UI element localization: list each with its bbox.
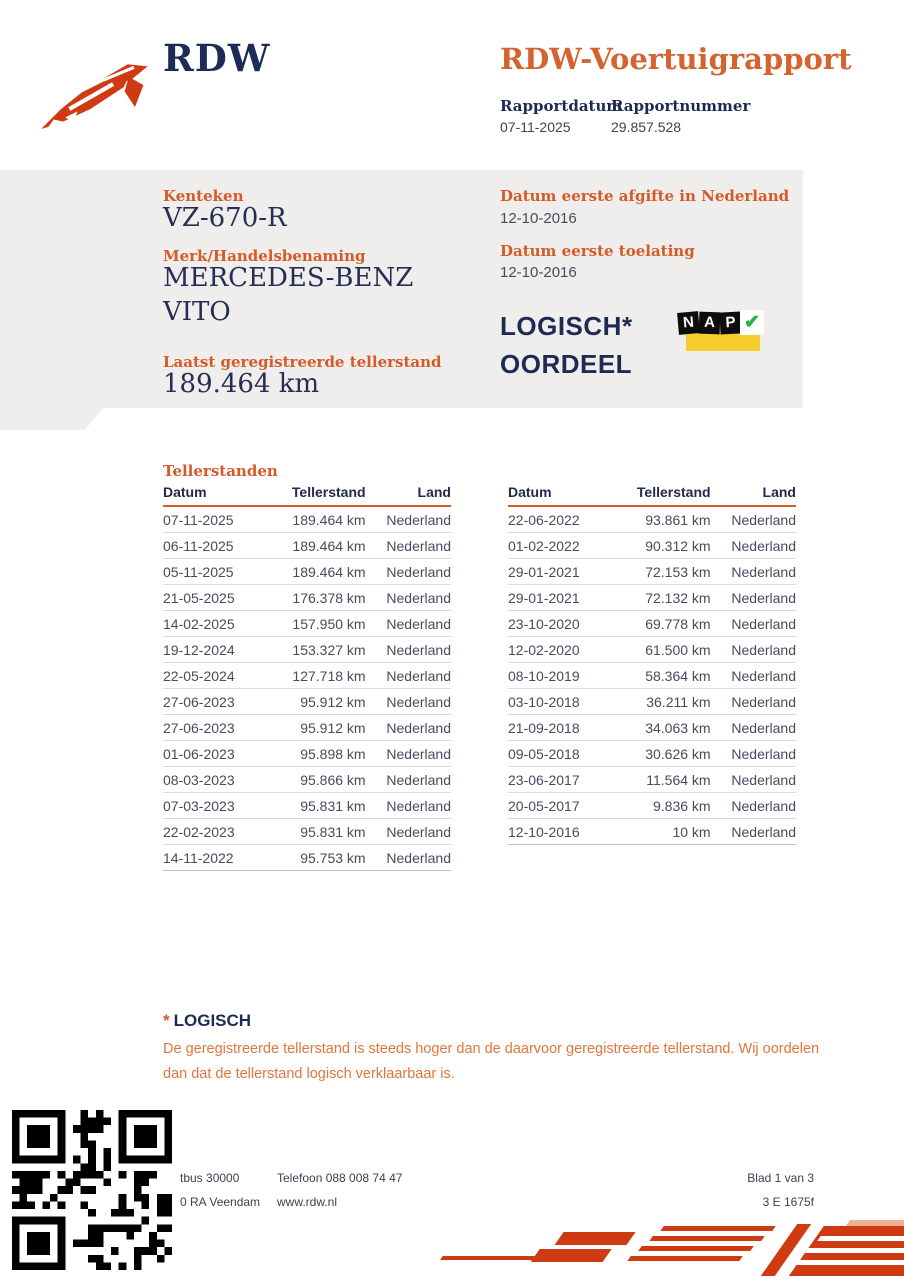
odometer-cell: 95.912 km — [267, 715, 379, 741]
footer-decorative-stripes — [420, 1220, 904, 1280]
table-row — [508, 793, 796, 819]
country-cell: Nederland — [725, 637, 796, 663]
table-row — [508, 663, 796, 689]
date-cell: 01-06-2023 — [163, 741, 267, 767]
table-row — [163, 819, 451, 845]
table-header-row — [163, 484, 451, 506]
date-cell: 21-09-2018 — [508, 715, 612, 741]
oordeel-line1: LOGISCH* — [500, 311, 633, 341]
nap-letter-p: P — [719, 311, 741, 334]
footnote-text: De geregistreerde tellerstand is steeds hoger dan de daarvoor geregistreerde tellerstand. Wij oordelen dan dat de tellerstand logisch verklaarbaar is. — [163, 1041, 820, 1083]
country-cell: Nederland — [380, 533, 451, 559]
footer-address-line2: 0 RA Veendam — [180, 1195, 261, 1209]
date-cell: 08-03-2023 — [163, 767, 267, 793]
page-title: RDW-Voertuigrapport — [500, 42, 852, 76]
odometer-cell: 93.861 km — [612, 506, 724, 533]
country-cell: Nederland — [725, 819, 796, 845]
merk-value-line1: MERCEDES-BENZ — [163, 263, 414, 293]
report-number-value: 29.857.528 — [611, 119, 682, 135]
date-cell: 22-06-2022 — [508, 506, 612, 533]
odometer-cell: 72.132 km — [612, 585, 724, 611]
date-cell: 22-05-2024 — [163, 663, 267, 689]
odometer-cell: 189.464 km — [267, 533, 379, 559]
country-cell: Nederland — [380, 715, 451, 741]
odometer-cell: 95.831 km — [267, 793, 379, 819]
footer-website: www.rdw.nl — [277, 1195, 338, 1209]
footnote-title: LOGISCH — [173, 1011, 252, 1030]
table-row — [163, 767, 451, 793]
table-row — [163, 663, 451, 689]
table-row — [508, 767, 796, 793]
nap-check-icon: ✔ — [740, 310, 764, 335]
column-header-datum: Datum — [163, 484, 267, 506]
country-cell: Nederland — [380, 845, 451, 871]
date-cell: 19-12-2024 — [163, 637, 267, 663]
country-cell: Nederland — [725, 506, 796, 533]
table-row — [508, 506, 796, 533]
odometer-cell: 9.836 km — [612, 793, 724, 819]
table-row — [163, 533, 451, 559]
odometer-cell: 95.753 km — [267, 845, 379, 871]
country-cell: Nederland — [380, 663, 451, 689]
table-row — [163, 715, 451, 741]
afgifte-value: 12-10-2016 — [500, 210, 577, 227]
oordeel-line2: OORDEEL — [500, 349, 633, 379]
date-cell: 23-06-2017 — [508, 767, 612, 793]
column-header-tellerstand: Tellerstand — [267, 484, 379, 506]
date-cell: 06-11-2025 — [163, 533, 267, 559]
date-cell: 29-01-2021 — [508, 585, 612, 611]
column-header-datum: Datum — [508, 484, 612, 506]
footer-address-line1: tbus 30000 — [180, 1171, 240, 1185]
country-cell: Nederland — [380, 585, 451, 611]
nap-logo — [678, 310, 764, 356]
country-cell: Nederland — [380, 559, 451, 585]
footer-form-code: 3 E 1675f — [762, 1195, 814, 1209]
footnote-asterisk: * — [163, 1011, 170, 1030]
afgifte-label: Datum eerste afgifte in Nederland — [500, 187, 790, 205]
country-cell: Nederland — [380, 611, 451, 637]
odometer-cell: 95.831 km — [267, 819, 379, 845]
table-row — [508, 637, 796, 663]
country-cell: Nederland — [725, 767, 796, 793]
date-cell: 07-03-2023 — [163, 793, 267, 819]
rdw-logo-wordmark: RDW — [163, 36, 271, 80]
table-row — [508, 819, 796, 845]
odometer-cell: 127.718 km — [267, 663, 379, 689]
country-cell: Nederland — [380, 506, 451, 533]
table-row — [508, 533, 796, 559]
vehicle-summary-panel — [0, 170, 803, 430]
date-cell: 20-05-2017 — [508, 793, 612, 819]
footnote-heading — [163, 1011, 251, 1031]
odometer-cell: 95.912 km — [267, 689, 379, 715]
odometer-cell: 72.153 km — [612, 559, 724, 585]
country-cell: Nederland — [725, 559, 796, 585]
country-cell: Nederland — [725, 663, 796, 689]
odometer-cell: 153.327 km — [267, 637, 379, 663]
table-row — [508, 585, 796, 611]
country-cell: Nederland — [725, 715, 796, 741]
report-number-label: Rapportnummer — [611, 97, 751, 115]
tellerstanden-title: Tellerstanden — [163, 462, 278, 480]
date-cell: 14-02-2025 — [163, 611, 267, 637]
laatste-tellerstand-value: 189.464 km — [163, 369, 320, 399]
report-date-value: 07-11-2025 — [500, 119, 571, 135]
column-header-tellerstand: Tellerstand — [612, 484, 724, 506]
date-cell: 01-02-2022 — [508, 533, 612, 559]
country-cell: Nederland — [725, 689, 796, 715]
country-cell: Nederland — [380, 819, 451, 845]
date-cell: 12-02-2020 — [508, 637, 612, 663]
date-cell: 27-06-2023 — [163, 715, 267, 741]
odometer-cell: 69.778 km — [612, 611, 724, 637]
date-cell: 05-11-2025 — [163, 559, 267, 585]
date-cell: 12-10-2016 — [508, 819, 612, 845]
odometer-cell: 189.464 km — [267, 506, 379, 533]
laatste-tellerstand-label: Laatst geregistreerde tellerstand — [163, 353, 442, 371]
country-cell: Nederland — [725, 585, 796, 611]
date-cell: 03-10-2018 — [508, 689, 612, 715]
nap-letter-a: A — [699, 312, 721, 335]
table-row — [508, 689, 796, 715]
table-row — [508, 715, 796, 741]
country-cell: Nederland — [725, 793, 796, 819]
odometer-cell: 58.364 km — [612, 663, 724, 689]
country-cell: Nederland — [380, 741, 451, 767]
date-cell: 09-05-2018 — [508, 741, 612, 767]
table-row — [163, 637, 451, 663]
table-row — [508, 559, 796, 585]
odometer-cell: 95.866 km — [267, 767, 379, 793]
date-cell: 08-10-2019 — [508, 663, 612, 689]
odometer-cell: 36.211 km — [612, 689, 724, 715]
kenteken-value: VZ-670-R — [163, 203, 287, 233]
odometer-cell: 61.500 km — [612, 637, 724, 663]
date-cell: 22-02-2023 — [163, 819, 267, 845]
country-cell: Nederland — [380, 689, 451, 715]
toelating-label: Datum eerste toelating — [500, 242, 695, 260]
odometer-cell: 30.626 km — [612, 741, 724, 767]
table-row — [163, 793, 451, 819]
table-row — [163, 845, 451, 871]
table-row — [163, 741, 451, 767]
rdw-feather-icon — [38, 52, 158, 137]
merk-label: Merk/Handelsbenaming — [163, 247, 366, 265]
odometer-cell: 34.063 km — [612, 715, 724, 741]
date-cell: 29-01-2021 — [508, 559, 612, 585]
country-cell: Nederland — [725, 533, 796, 559]
date-cell: 27-06-2023 — [163, 689, 267, 715]
country-cell: Nederland — [725, 611, 796, 637]
column-header-land: Land — [725, 484, 796, 506]
country-cell: Nederland — [380, 767, 451, 793]
date-cell: 14-11-2022 — [163, 845, 267, 871]
date-cell: 23-10-2020 — [508, 611, 612, 637]
odometer-cell: 95.898 km — [267, 741, 379, 767]
table-row — [163, 689, 451, 715]
report-date-label: Rapportdatum — [500, 97, 623, 115]
table-header-row — [508, 484, 796, 506]
date-cell: 07-11-2025 — [163, 506, 267, 533]
tellerstanden-table-left — [163, 484, 451, 871]
odometer-cell: 157.950 km — [267, 611, 379, 637]
country-cell: Nederland — [725, 741, 796, 767]
footer-page-number: Blad 1 van 3 — [747, 1171, 814, 1185]
country-cell: Nederland — [380, 637, 451, 663]
column-header-land: Land — [380, 484, 451, 506]
table-row — [163, 585, 451, 611]
nap-letter-n: N — [677, 311, 700, 335]
toelating-value: 12-10-2016 — [500, 264, 577, 281]
table-row — [163, 559, 451, 585]
tellerstanden-table-right — [508, 484, 796, 845]
table-row — [163, 506, 451, 533]
country-cell: Nederland — [380, 793, 451, 819]
odometer-cell: 11.564 km — [612, 767, 724, 793]
odometer-cell: 10 km — [612, 819, 724, 845]
odometer-cell: 189.464 km — [267, 559, 379, 585]
odometer-cell: 90.312 km — [612, 533, 724, 559]
table-row — [508, 611, 796, 637]
footer-phone: Telefoon 088 008 74 47 — [277, 1171, 403, 1185]
merk-value-line2: VITO — [163, 297, 231, 327]
date-cell: 21-05-2025 — [163, 585, 267, 611]
kenteken-label: Kenteken — [163, 187, 244, 205]
odometer-cell: 176.378 km — [267, 585, 379, 611]
qr-code — [12, 1110, 172, 1270]
table-row — [163, 611, 451, 637]
table-row — [508, 741, 796, 767]
